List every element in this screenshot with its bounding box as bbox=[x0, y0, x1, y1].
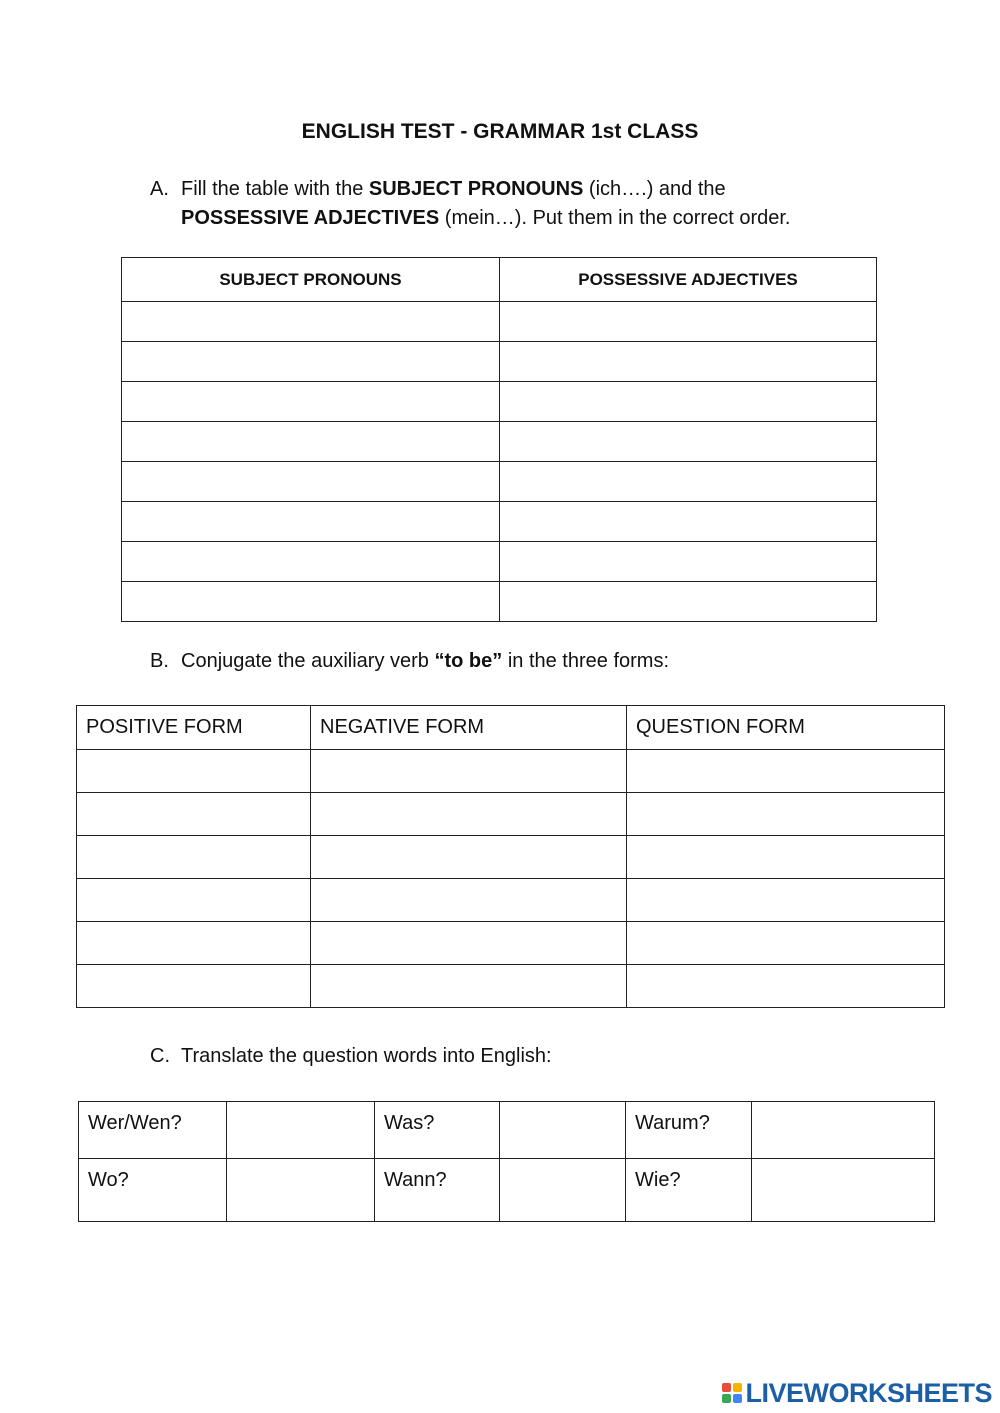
answer-cell[interactable] bbox=[122, 422, 500, 462]
logo-mark-icon bbox=[722, 1383, 742, 1403]
answer-cell[interactable] bbox=[311, 836, 627, 879]
answer-cell[interactable] bbox=[77, 922, 311, 965]
pronouns-table bbox=[121, 257, 877, 622]
answer-cell[interactable] bbox=[500, 1159, 626, 1222]
answer-cell[interactable] bbox=[122, 342, 500, 382]
instruction-b: B. Conjugate the auxiliary verb “to be” in the three forms: bbox=[150, 647, 910, 676]
answer-cell[interactable] bbox=[77, 965, 311, 1008]
answer-cell[interactable] bbox=[311, 750, 627, 793]
answer-cell[interactable] bbox=[311, 879, 627, 922]
table-row bbox=[77, 750, 945, 793]
answer-cell[interactable] bbox=[752, 1159, 935, 1222]
table-header: POSITIVE FORM bbox=[77, 706, 311, 750]
answer-cell[interactable] bbox=[311, 922, 627, 965]
answer-cell[interactable] bbox=[500, 422, 877, 462]
question-word: Wo? bbox=[79, 1159, 227, 1222]
table-row bbox=[122, 542, 877, 582]
answer-cell[interactable] bbox=[122, 502, 500, 542]
section-letter-b: B. bbox=[150, 650, 169, 672]
answer-cell[interactable] bbox=[311, 793, 627, 836]
table-header: POSSESSIVE ADJECTIVES bbox=[500, 258, 877, 302]
page-title: ENGLISH TEST - GRAMMAR 1st CLASS bbox=[301, 120, 699, 143]
answer-cell[interactable] bbox=[500, 382, 877, 422]
answer-cell[interactable] bbox=[500, 462, 877, 502]
answer-cell[interactable] bbox=[122, 302, 500, 342]
section-letter-c: C. bbox=[150, 1045, 170, 1067]
answer-cell[interactable] bbox=[77, 793, 311, 836]
answer-cell[interactable] bbox=[500, 302, 877, 342]
answer-cell[interactable] bbox=[500, 342, 877, 382]
answer-cell[interactable] bbox=[500, 1102, 626, 1159]
question-word: Wer/Wen? bbox=[79, 1102, 227, 1159]
answer-cell[interactable] bbox=[627, 750, 945, 793]
answer-cell[interactable] bbox=[500, 502, 877, 542]
answer-cell[interactable] bbox=[500, 542, 877, 582]
answer-cell[interactable] bbox=[77, 836, 311, 879]
table-row bbox=[122, 502, 877, 542]
table-row bbox=[122, 422, 877, 462]
instruction-c: C. Translate the question words into English: bbox=[150, 1042, 910, 1071]
table-header: SUBJECT PRONOUNS bbox=[122, 258, 500, 302]
table-row bbox=[77, 922, 945, 965]
answer-cell[interactable] bbox=[627, 879, 945, 922]
table-row bbox=[77, 836, 945, 879]
table-row bbox=[79, 1159, 935, 1222]
table-row bbox=[77, 793, 945, 836]
answer-cell[interactable] bbox=[500, 582, 877, 622]
table-row bbox=[77, 965, 945, 1008]
table-header: QUESTION FORM bbox=[627, 706, 945, 750]
instruction-a: A. Fill the table with the SUBJECT PRONOUNS (ich….) and the POSSESSIVE ADJECTIVES (mein…). Put them in the correct order. bbox=[150, 175, 910, 233]
answer-cell[interactable] bbox=[122, 382, 500, 422]
question-word: Wie? bbox=[626, 1159, 752, 1222]
question-word: Warum? bbox=[626, 1102, 752, 1159]
table-row bbox=[122, 582, 877, 622]
answer-cell[interactable] bbox=[122, 462, 500, 502]
table-row bbox=[77, 879, 945, 922]
answer-cell[interactable] bbox=[227, 1102, 375, 1159]
table-row bbox=[122, 382, 877, 422]
answer-cell[interactable] bbox=[227, 1159, 375, 1222]
answer-cell[interactable] bbox=[77, 750, 311, 793]
table-header: NEGATIVE FORM bbox=[311, 706, 627, 750]
answer-cell[interactable] bbox=[122, 542, 500, 582]
table-row bbox=[122, 462, 877, 502]
answer-cell[interactable] bbox=[311, 965, 627, 1008]
logo-text: LIVEWORKSHEETS bbox=[745, 1377, 992, 1408]
answer-cell[interactable] bbox=[122, 582, 500, 622]
table-row bbox=[122, 302, 877, 342]
answer-cell[interactable] bbox=[627, 965, 945, 1008]
question-word: Was? bbox=[375, 1102, 500, 1159]
liveworksheets-logo bbox=[722, 1377, 992, 1409]
question-words-table bbox=[78, 1101, 935, 1222]
table-row bbox=[79, 1102, 935, 1159]
answer-cell[interactable] bbox=[627, 922, 945, 965]
answer-cell[interactable] bbox=[77, 879, 311, 922]
answer-cell[interactable] bbox=[627, 793, 945, 836]
section-letter-a: A. bbox=[150, 178, 169, 200]
answer-cell[interactable] bbox=[752, 1102, 935, 1159]
answer-cell[interactable] bbox=[627, 836, 945, 879]
to-be-table bbox=[76, 705, 945, 1008]
table-row bbox=[122, 342, 877, 382]
question-word: Wann? bbox=[375, 1159, 500, 1222]
